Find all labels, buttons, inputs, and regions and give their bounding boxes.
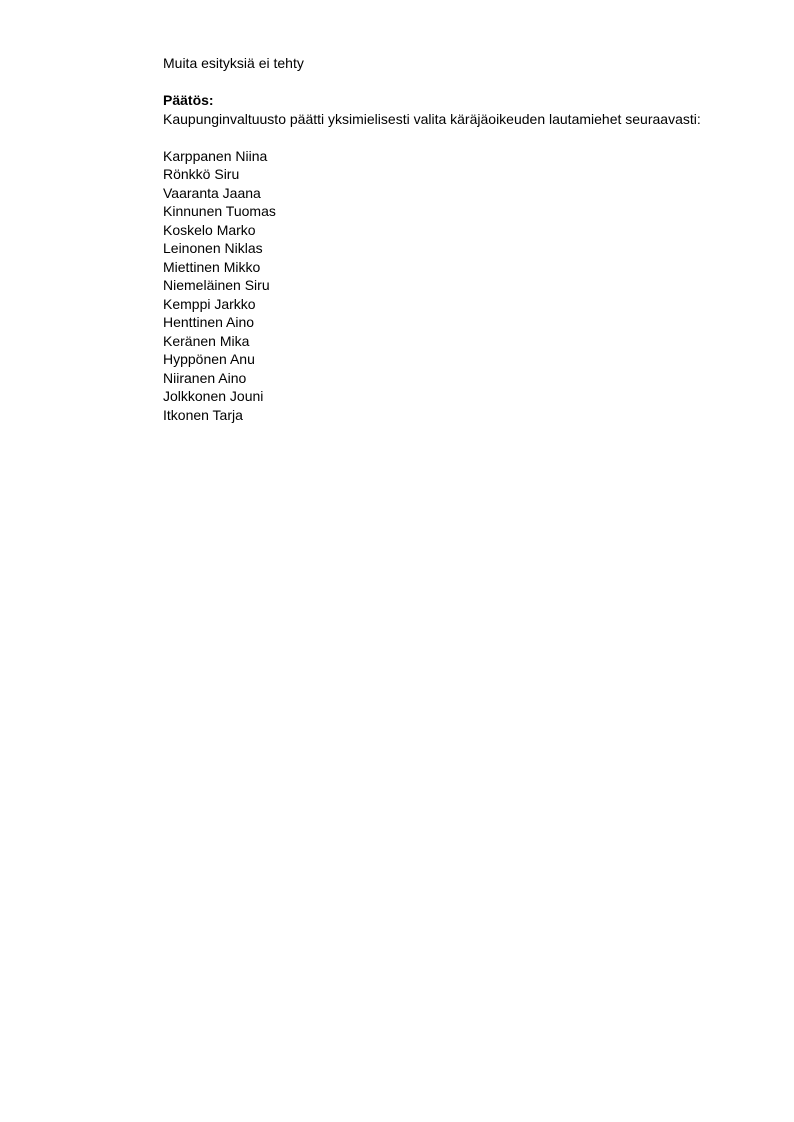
juror-name: Koskelo Marko — [163, 221, 256, 238]
juror-name: Karppanen Niina — [163, 147, 268, 164]
juror-name: Hyppönen Anu — [163, 351, 255, 367]
juror-name: Itkonen Tarja — [163, 406, 243, 423]
juror-name: Vaaranta Jaana — [163, 184, 261, 201]
juror-name-list — [163, 147, 763, 425]
paragraph-gap — [163, 128, 763, 147]
decision-text: Kaupunginvaltuusto päätti yksimielisesti valita käräjäoikeuden lautamiehet seuraavasti: — [163, 110, 701, 127]
juror-name: Kemppi Jarkko — [163, 295, 256, 312]
juror-name: Niemeläinen Siru — [163, 277, 270, 293]
juror-name: Niiranen Aino — [163, 369, 247, 386]
juror-name: Keränen Mika — [163, 332, 250, 349]
juror-name: Henttinen Aino — [163, 314, 255, 330]
document-body — [163, 54, 763, 424]
decision-heading: Päätös: — [163, 92, 214, 108]
juror-name: Leinonen Niklas — [163, 240, 263, 256]
juror-name: Jolkkonen Jouni — [163, 388, 264, 404]
intro-line: Muita esityksiä ei tehty — [163, 55, 304, 71]
juror-name: Kinnunen Tuomas — [163, 203, 276, 219]
juror-name: Miettinen Mikko — [163, 258, 261, 275]
juror-name: Rönkkö Siru — [163, 166, 240, 182]
paragraph-gap — [163, 73, 763, 92]
